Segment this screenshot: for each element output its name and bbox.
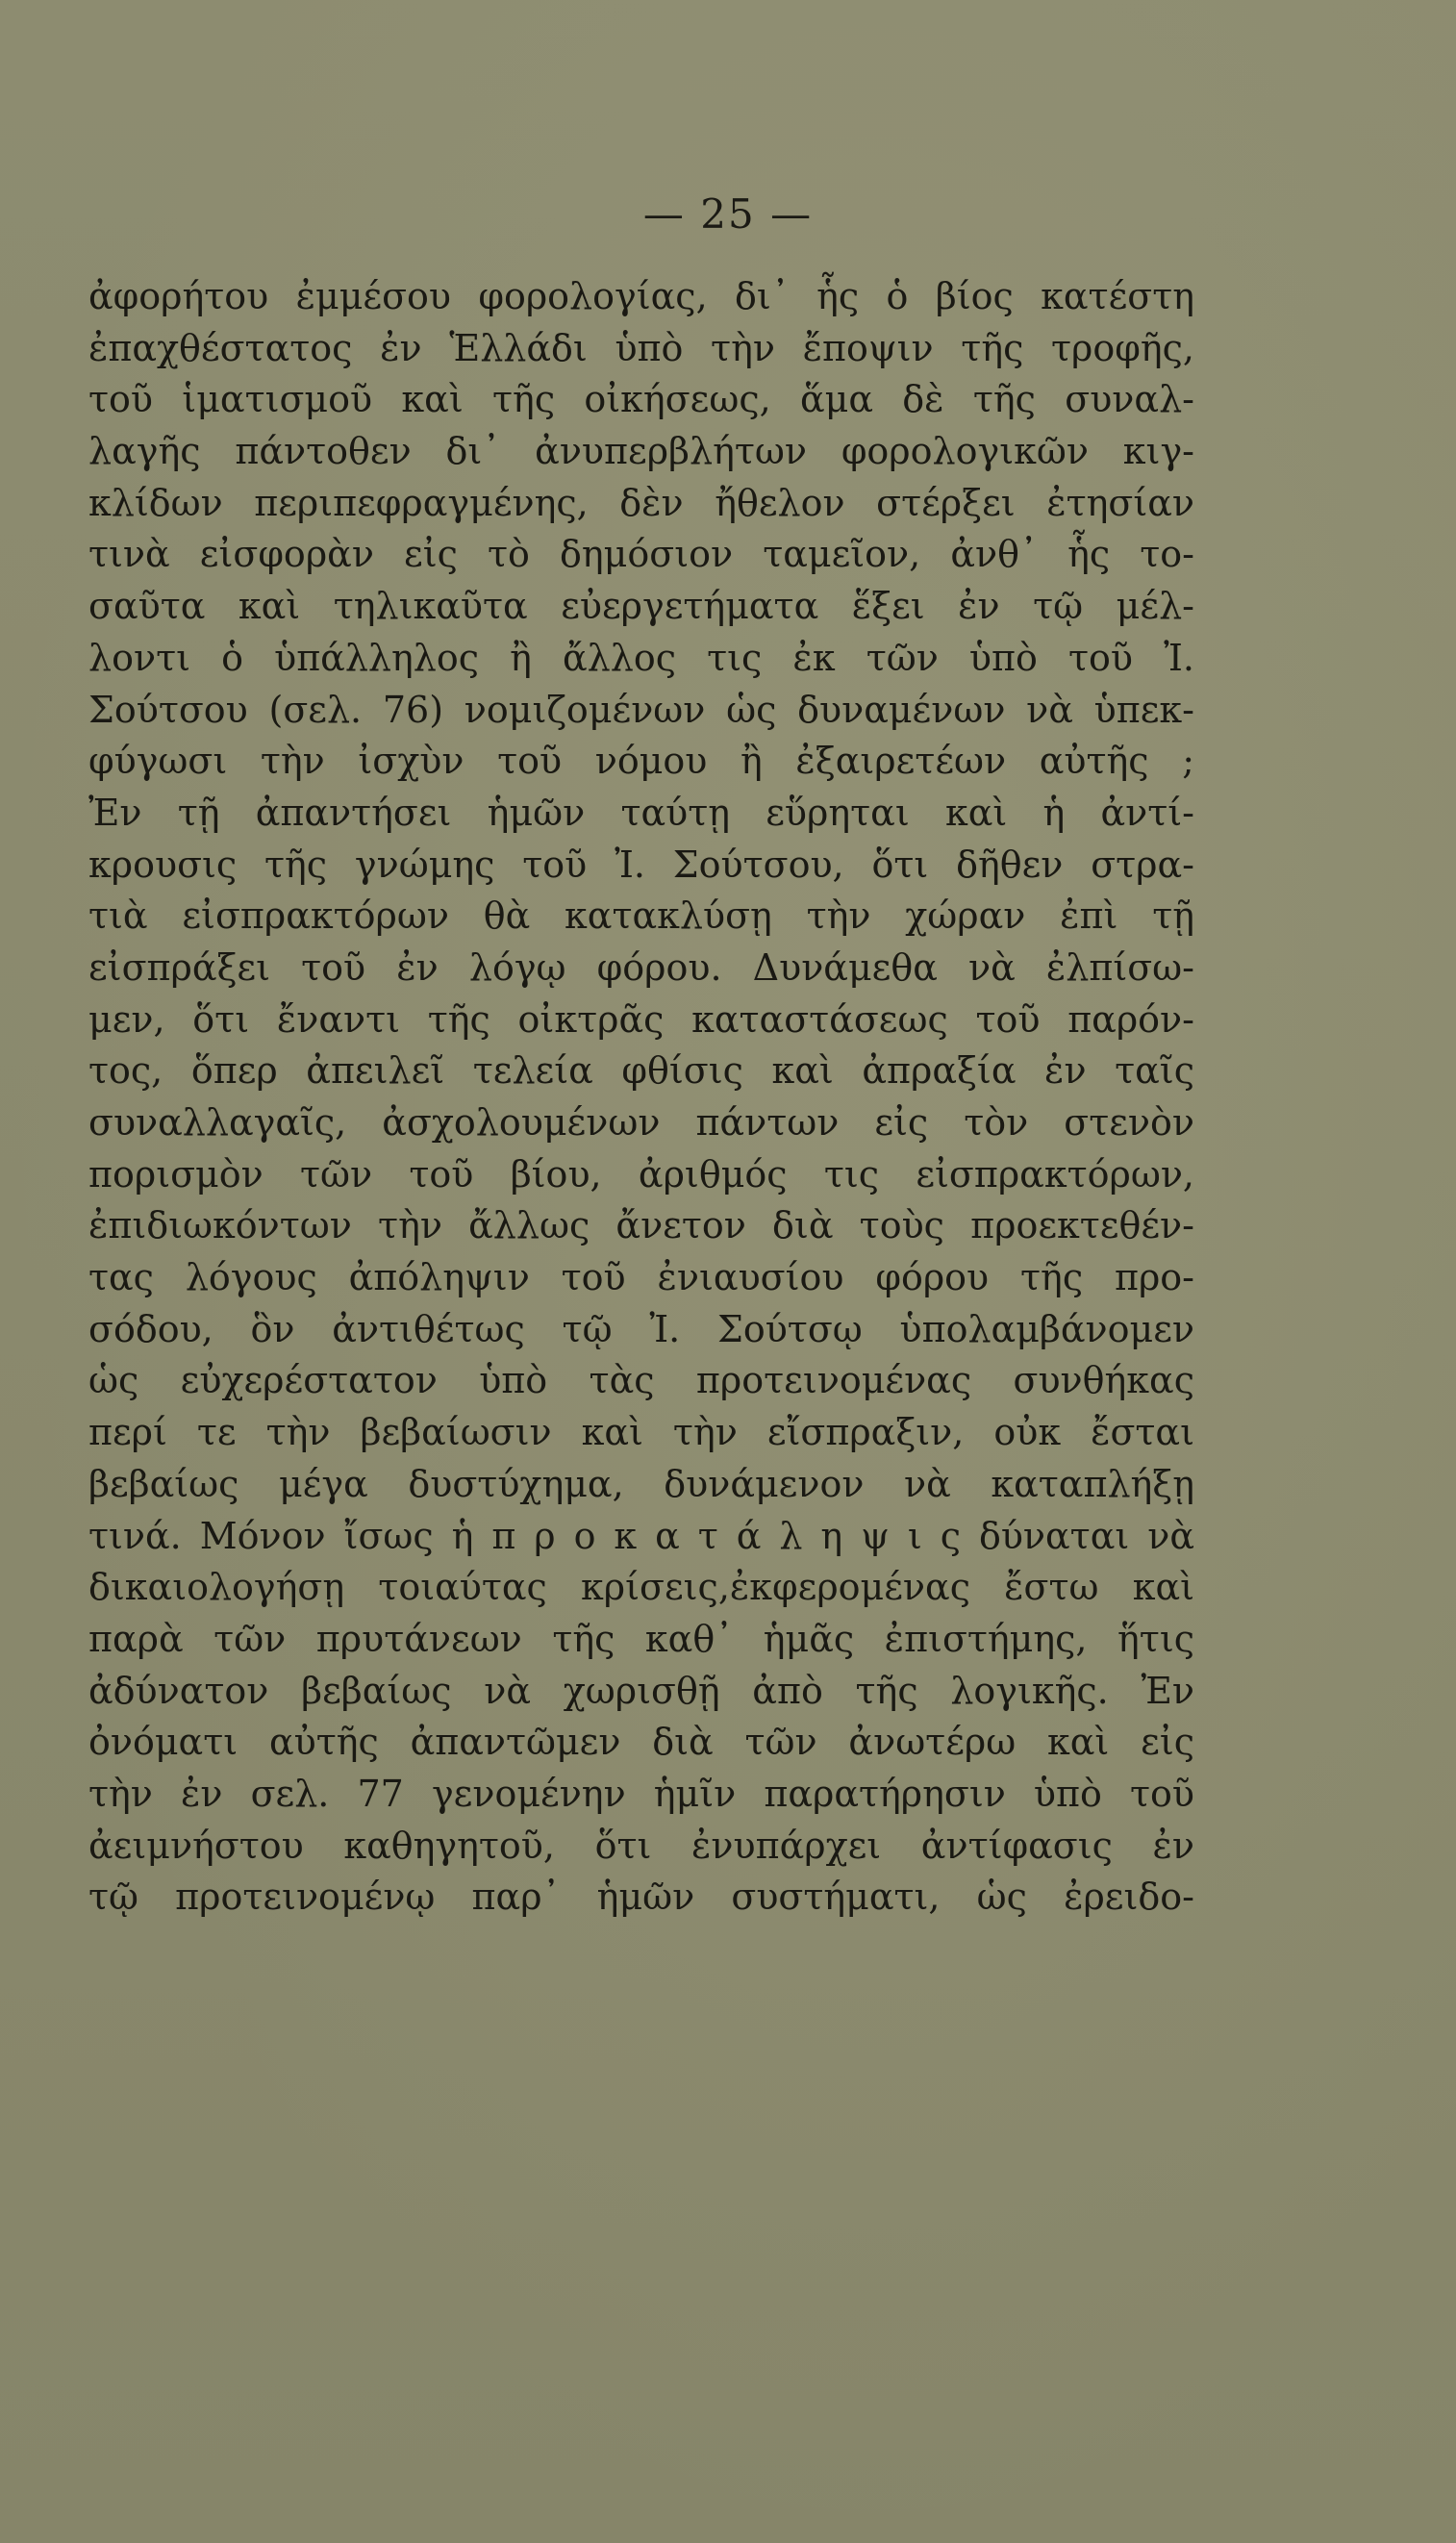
text-line: ἀειμνήστου καθηγητοῦ, ὅτι ἐνυπάρχει ἀντίφασις ἐν	[88, 1824, 1194, 1867]
text-line: τοῦ ἱματισμοῦ καὶ τῆς οἰκήσεως, ἅμα δὲ τῆς συναλ-	[88, 378, 1194, 421]
page-number: — 25 —	[642, 190, 814, 238]
text-line: τὴν ἐν σελ. 77 γενομένην ἡμῖν παρατήρησιν ὑπὸ τοῦ	[88, 1772, 1194, 1815]
text-line: βεβαίως μέγα δυστύχημα, δυνάμενον νὰ καταπλήξῃ	[88, 1462, 1194, 1505]
text-line: ἀφορήτου ἐμμέσου φορολογίας, δι᾽ ἧς ὁ βίος κατέστη	[88, 275, 1194, 317]
text-line: ἀδύνατον βεβαίως νὰ χωρισθῇ ἀπὸ τῆς λογικῆς. Ἐν	[88, 1669, 1194, 1712]
text-line: ἐπιδιωκόντων τὴν ἄλλως ἄνετον διὰ τοὺς προεκτεθέν-	[88, 1204, 1194, 1247]
text-line: ὡς εὐχερέστατον ὑπὸ τὰς προτεινομένας συνθήκας	[88, 1359, 1194, 1402]
body-text	[88, 271, 1194, 1924]
text-line: τινά. Μόνον ἴσως ἡ π ρ ο κ α τ ά λ η ψ ι ς δύναται νὰ	[88, 1514, 1194, 1557]
text-line: τινὰ εἰσφορὰν εἰς τὸ δημόσιον ταμεῖον, ἀνθ᾽ ἧς το-	[88, 533, 1194, 576]
text-line: τας λόγους ἀπόληψιν τοῦ ἐνιαυσίου φόρου τῆς προ-	[88, 1256, 1194, 1299]
text-line: φύγωσι τὴν ἰσχὺν τοῦ νόμου ἢ ἐξαιρετέων αὐτῆς ;	[88, 740, 1194, 783]
text-line: σαῦτα καὶ τηλικαῦτα εὐεργετήματα ἕξει ἐν τῷ μέλ-	[88, 585, 1194, 628]
text-line: τος, ὅπερ ἀπειλεῖ τελεία φθίσις καὶ ἀπραξία ἐν ταῖς	[88, 1049, 1194, 1093]
text-line: λοντι ὁ ὑπάλληλος ἢ ἄλλος τις ἐκ τῶν ὑπὸ τοῦ Ἰ.	[88, 636, 1194, 679]
text-line: τιὰ εἰσπρακτόρων θὰ κατακλύσῃ τὴν χώραν ἐπὶ τῇ	[88, 894, 1194, 938]
text-line: παρὰ τῶν πρυτάνεων τῆς καθ᾽ ἡμᾶς ἐπιστήμης, ἥτις	[88, 1617, 1194, 1660]
text-line: ὀνόματι αὐτῆς ἀπαντῶμεν διὰ τῶν ἀνωτέρω καὶ εἰς	[88, 1721, 1194, 1764]
text-line: συναλλαγαῖς, ἀσχολουμένων πάντων εἰς τὸν στενὸν	[88, 1101, 1194, 1144]
text-line: πορισμὸν τῶν τοῦ βίου, ἀριθμός τις εἰσπρακτόρων,	[88, 1152, 1194, 1196]
text-line: λαγῆς πάντοθεν δι᾽ ἀνυπερβλήτων φορολογικῶν κιγ-	[88, 430, 1194, 473]
text-line: ἐπαχθέστατος ἐν Ἑλλάδι ὑπὸ τὴν ἔποψιν τῆς τροφῆς,	[88, 326, 1194, 369]
text-line: δικαιολογήσῃ τοιαύτας κρίσεις,ἐκφερομένας ἔστω καὶ	[88, 1566, 1194, 1609]
text-line: τῷ προτεινομένῳ παρ᾽ ἡμῶν συστήματι, ὡς ἐρειδο-	[88, 1876, 1194, 1919]
text-line: κρουσις τῆς γνώμης τοῦ Ἰ. Σούτσου, ὅτι δῆθεν στρα-	[88, 843, 1194, 886]
text-line: Σούτσου (σελ. 76) νομιζομένων ὡς δυναμένων νὰ ὑπεκ-	[88, 688, 1194, 731]
text-line: μεν, ὅτι ἔναντι τῆς οἰκτρᾶς καταστάσεως τοῦ παρόν-	[88, 997, 1194, 1041]
text-line: Ἐν τῇ ἀπαντήσει ἡμῶν ταύτῃ εὕρηται καὶ ἡ ἀντί-	[88, 791, 1194, 834]
text-line: κλίδων περιπεφραγμένης, δὲν ἤθελον στέρξει ἐτησίαν	[88, 481, 1194, 524]
text-line: σόδου, ὃν ἀντιθέτως τῷ Ἰ. Σούτσῳ ὑπολαμβάνομεν	[88, 1307, 1194, 1350]
text-line: εἰσπράξει τοῦ ἐν λόγῳ φόρου. Δυνάμεθα νὰ ἐλπίσω-	[88, 945, 1194, 989]
text-line: περί τε τὴν βεβαίωσιν καὶ τὴν εἴσπραξιν, οὐκ ἔσται	[88, 1411, 1194, 1454]
